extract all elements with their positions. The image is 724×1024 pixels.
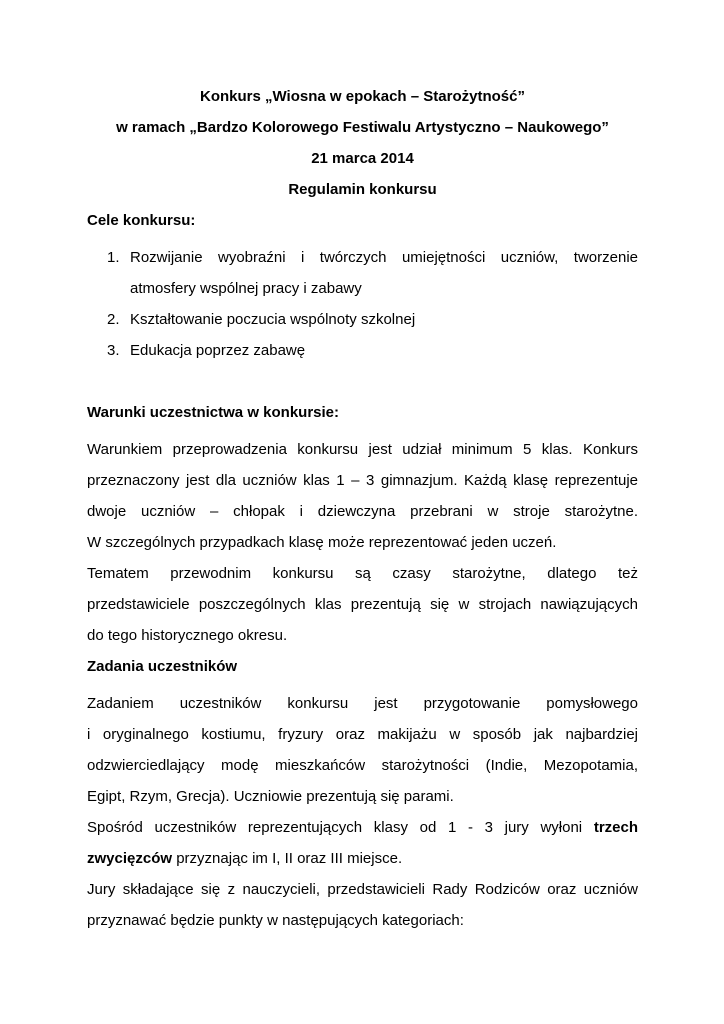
- goal-2-number: 2.: [107, 311, 120, 328]
- tasks-p2-line-2: [87, 850, 638, 868]
- conditions-p1-line-1: Warunkiem przeprowadzenia konkursu jest udział minimum 5 klas. Konkurs: [87, 441, 638, 458]
- tasks-heading: Zadania uczestników: [87, 658, 238, 675]
- conditions-p1-line-3: dwoje uczniów – chłopak i dziewczyna przebrani w stroje starożytne.: [87, 503, 638, 520]
- tasks-p3-line-2: przyznawać będzie punkty w następujących kategoriach:: [87, 912, 464, 929]
- tasks-p2-bold-three: trzech: [593, 819, 639, 836]
- conditions-p2-line-3: do tego historycznego okresu.: [87, 627, 288, 644]
- conditions-p1-line-4: W szczególnych przypadkach klasę może reprezentować jeden uczeń.: [87, 534, 557, 551]
- tasks-p2-text: Spośród uczestników reprezentujących klasy od 1 - 3 jury wyłoni: [87, 819, 583, 836]
- goal-3-number: 3.: [107, 342, 120, 359]
- tasks-p2-places: przyznając im I, II oraz III miejsce.: [172, 850, 403, 867]
- conditions-p2-line-2: przedstawiciele poszczególnych klas prezentują się w strojach nawiązujących: [87, 596, 638, 613]
- conditions-p1-line-2: przeznaczony jest dla uczniów klas 1 – 3 gimnazjum. Każdą klasę reprezentuje: [87, 472, 638, 489]
- tasks-p2-bold-winners: zwycięzców: [87, 850, 173, 867]
- goals-heading: Cele konkursu:: [87, 212, 196, 229]
- tasks-p1-line-3: odzwierciedlający modę mieszkańców starożytności (Indie, Mezopotamia,: [87, 757, 638, 774]
- goal-2-line-1: Kształtowanie poczucia wspólnoty szkolnej: [130, 311, 416, 328]
- tasks-p2-line-1: [87, 819, 638, 837]
- title-line-2: w ramach „Bardzo Kolorowego Festiwalu Artystyczno – Naukowego”: [116, 119, 609, 136]
- tasks-p1-line-2: i oryginalnego kostiumu, fryzury oraz makijażu w sposób jak najbardziej: [87, 726, 638, 743]
- goal-1-line-1: Rozwijanie wyobraźni i twórczych umiejętności uczniów, tworzenie: [130, 249, 638, 266]
- event-date: 21 marca 2014: [311, 150, 414, 167]
- title-line-1: Konkurs „Wiosna w epokach – Starożytność”: [200, 88, 525, 105]
- goal-1-number: 1.: [107, 249, 120, 266]
- tasks-p1-line-4: Egipt, Rzym, Grecja). Uczniowie prezentują się parami.: [87, 788, 454, 805]
- goal-3-line-1: Edukacja poprzez zabawę: [130, 342, 306, 359]
- tasks-p3-line-1: Jury składające się z nauczycieli, przedstawicieli Rady Rodziców oraz uczniów: [87, 881, 638, 898]
- tasks-p1-line-1: Zadaniem uczestników konkursu jest przygotowanie pomysłowego: [87, 695, 638, 712]
- goal-1-line-2: atmosfery wspólnej pracy i zabawy: [130, 280, 362, 297]
- conditions-heading: Warunki uczestnictwa w konkursie:: [87, 404, 340, 421]
- conditions-p2-line-1: Tematem przewodnim konkursu są czasy starożytne, dlatego też: [87, 565, 638, 582]
- rules-subtitle: Regulamin konkursu: [288, 181, 437, 198]
